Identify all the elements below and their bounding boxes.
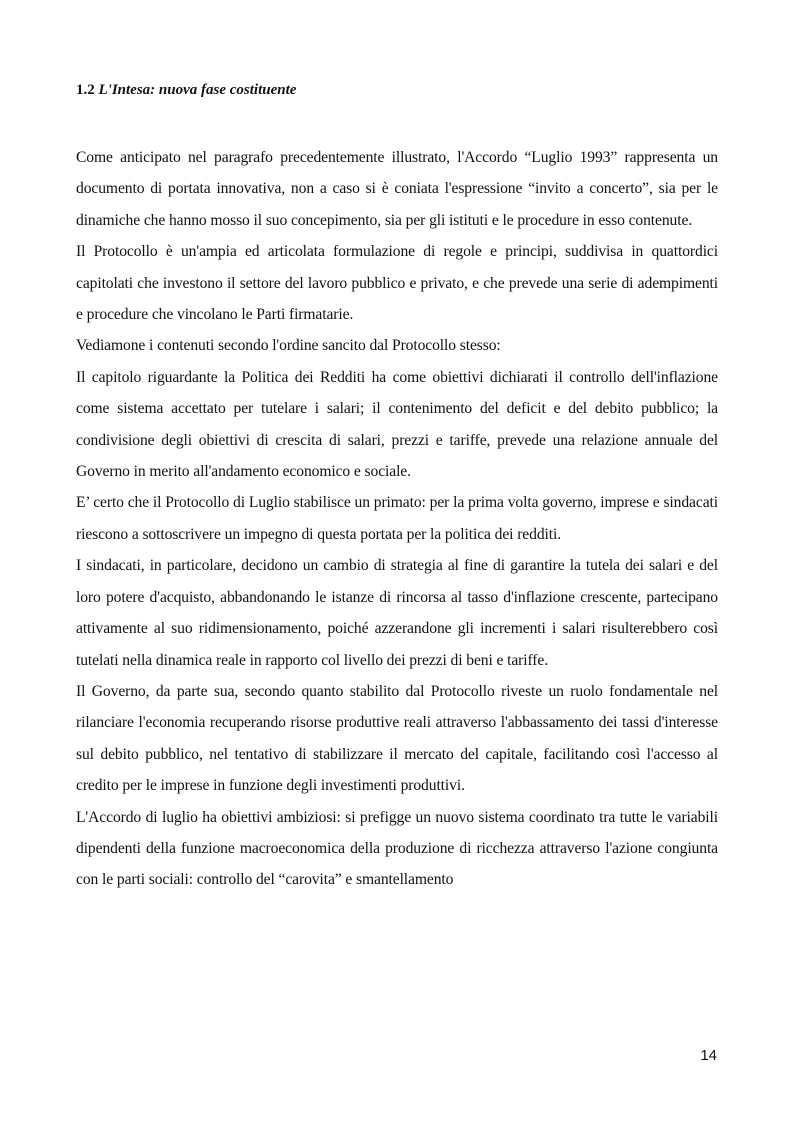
section-heading <box>76 80 296 100</box>
paragraph-contenuti: Vediamone i contenuti secondo l'ordine sancito dal Protocollo stesso: <box>76 337 501 355</box>
paragraph-sindacati: I sindacati, in particolare, decidono un cambio di strategia al fine di garantire la tutela dei salari e del loro potere d'acquisto, abbandonando le istanze di rincorsa al tasso d'inflazione crescente, partecipano attivamente al suo ridimensionamento, poiché azzerandone gli incrementi i salari risulterebbero così tutelati nella dinamica reale in rapporto col livello dei prezzi di beni e tariffe. <box>76 557 718 669</box>
paragraph-obiettivi: L'Accordo di luglio ha obiettivi ambiziosi: si prefigge un nuovo sistema coordinato tra tutte le variabili dipendenti della funzione macroeconomica della produzione di ricchezza attraverso l'azione congiunta con le parti sociali: controllo del “carovita” e smantellamento <box>76 808 718 889</box>
paragraph-protocollo: Il Protocollo è un'ampia ed articolata formulazione di regole e principi, suddivisa in quattordici capitolati che investono il settore del lavoro pubblico e privato, e che prevede una serie di adempimenti e procedure che vincolano le Parti firmatarie. <box>76 243 718 324</box>
section-title: L'Intesa: nuova fase costituente <box>98 82 297 98</box>
page-number: 14 <box>700 1047 717 1064</box>
paragraph-intro: Come anticipato nel paragrafo precedentemente illustrato, l'Accordo “Luglio 1993” rappresenta un documento di portata innovativa, non a caso si è coniata l'espressione “invito a concerto”, sia per le dinamiche che hanno mosso il suo concepimento, sia per gli istituti e le procedure in esso contenute. <box>76 149 718 229</box>
paragraph-governo: Il Governo, da parte sua, secondo quanto stabilito dal Protocollo riveste un ruolo fondamentale nel rilanciare l'economia recuperando risorse produttive reali attraverso l'abbassamento dei tassi d'interesse sul debito pubblico, nel tentativo di stabilizzare il mercato del capitale, facilitando così l'accesso al credito per le imprese in funzione degli investimenti produttivi. <box>76 682 718 795</box>
body-text <box>76 142 718 896</box>
paragraph-primato: E’ certo che il Protocollo di Luglio stabilisce un primato: per la prima volta governo, imprese e sindacati riescono a sottoscrivere un impegno di questa portata per la politica dei redditi. <box>76 494 718 543</box>
section-number: 1.2 <box>76 82 95 98</box>
paragraph-politica-redditi: Il capitolo riguardante la Politica dei Redditi ha come obiettivi dichiarati il controllo dell'inflazione come sistema accettato per tutelare i salari; il contenimento del deficit e del debito pubblico; la condivisione degli obiettivi di crescita di salari, prezzi e tariffe, prevede una relazione annuale del Governo in merito all'andamento economico e sociale. <box>76 368 718 481</box>
